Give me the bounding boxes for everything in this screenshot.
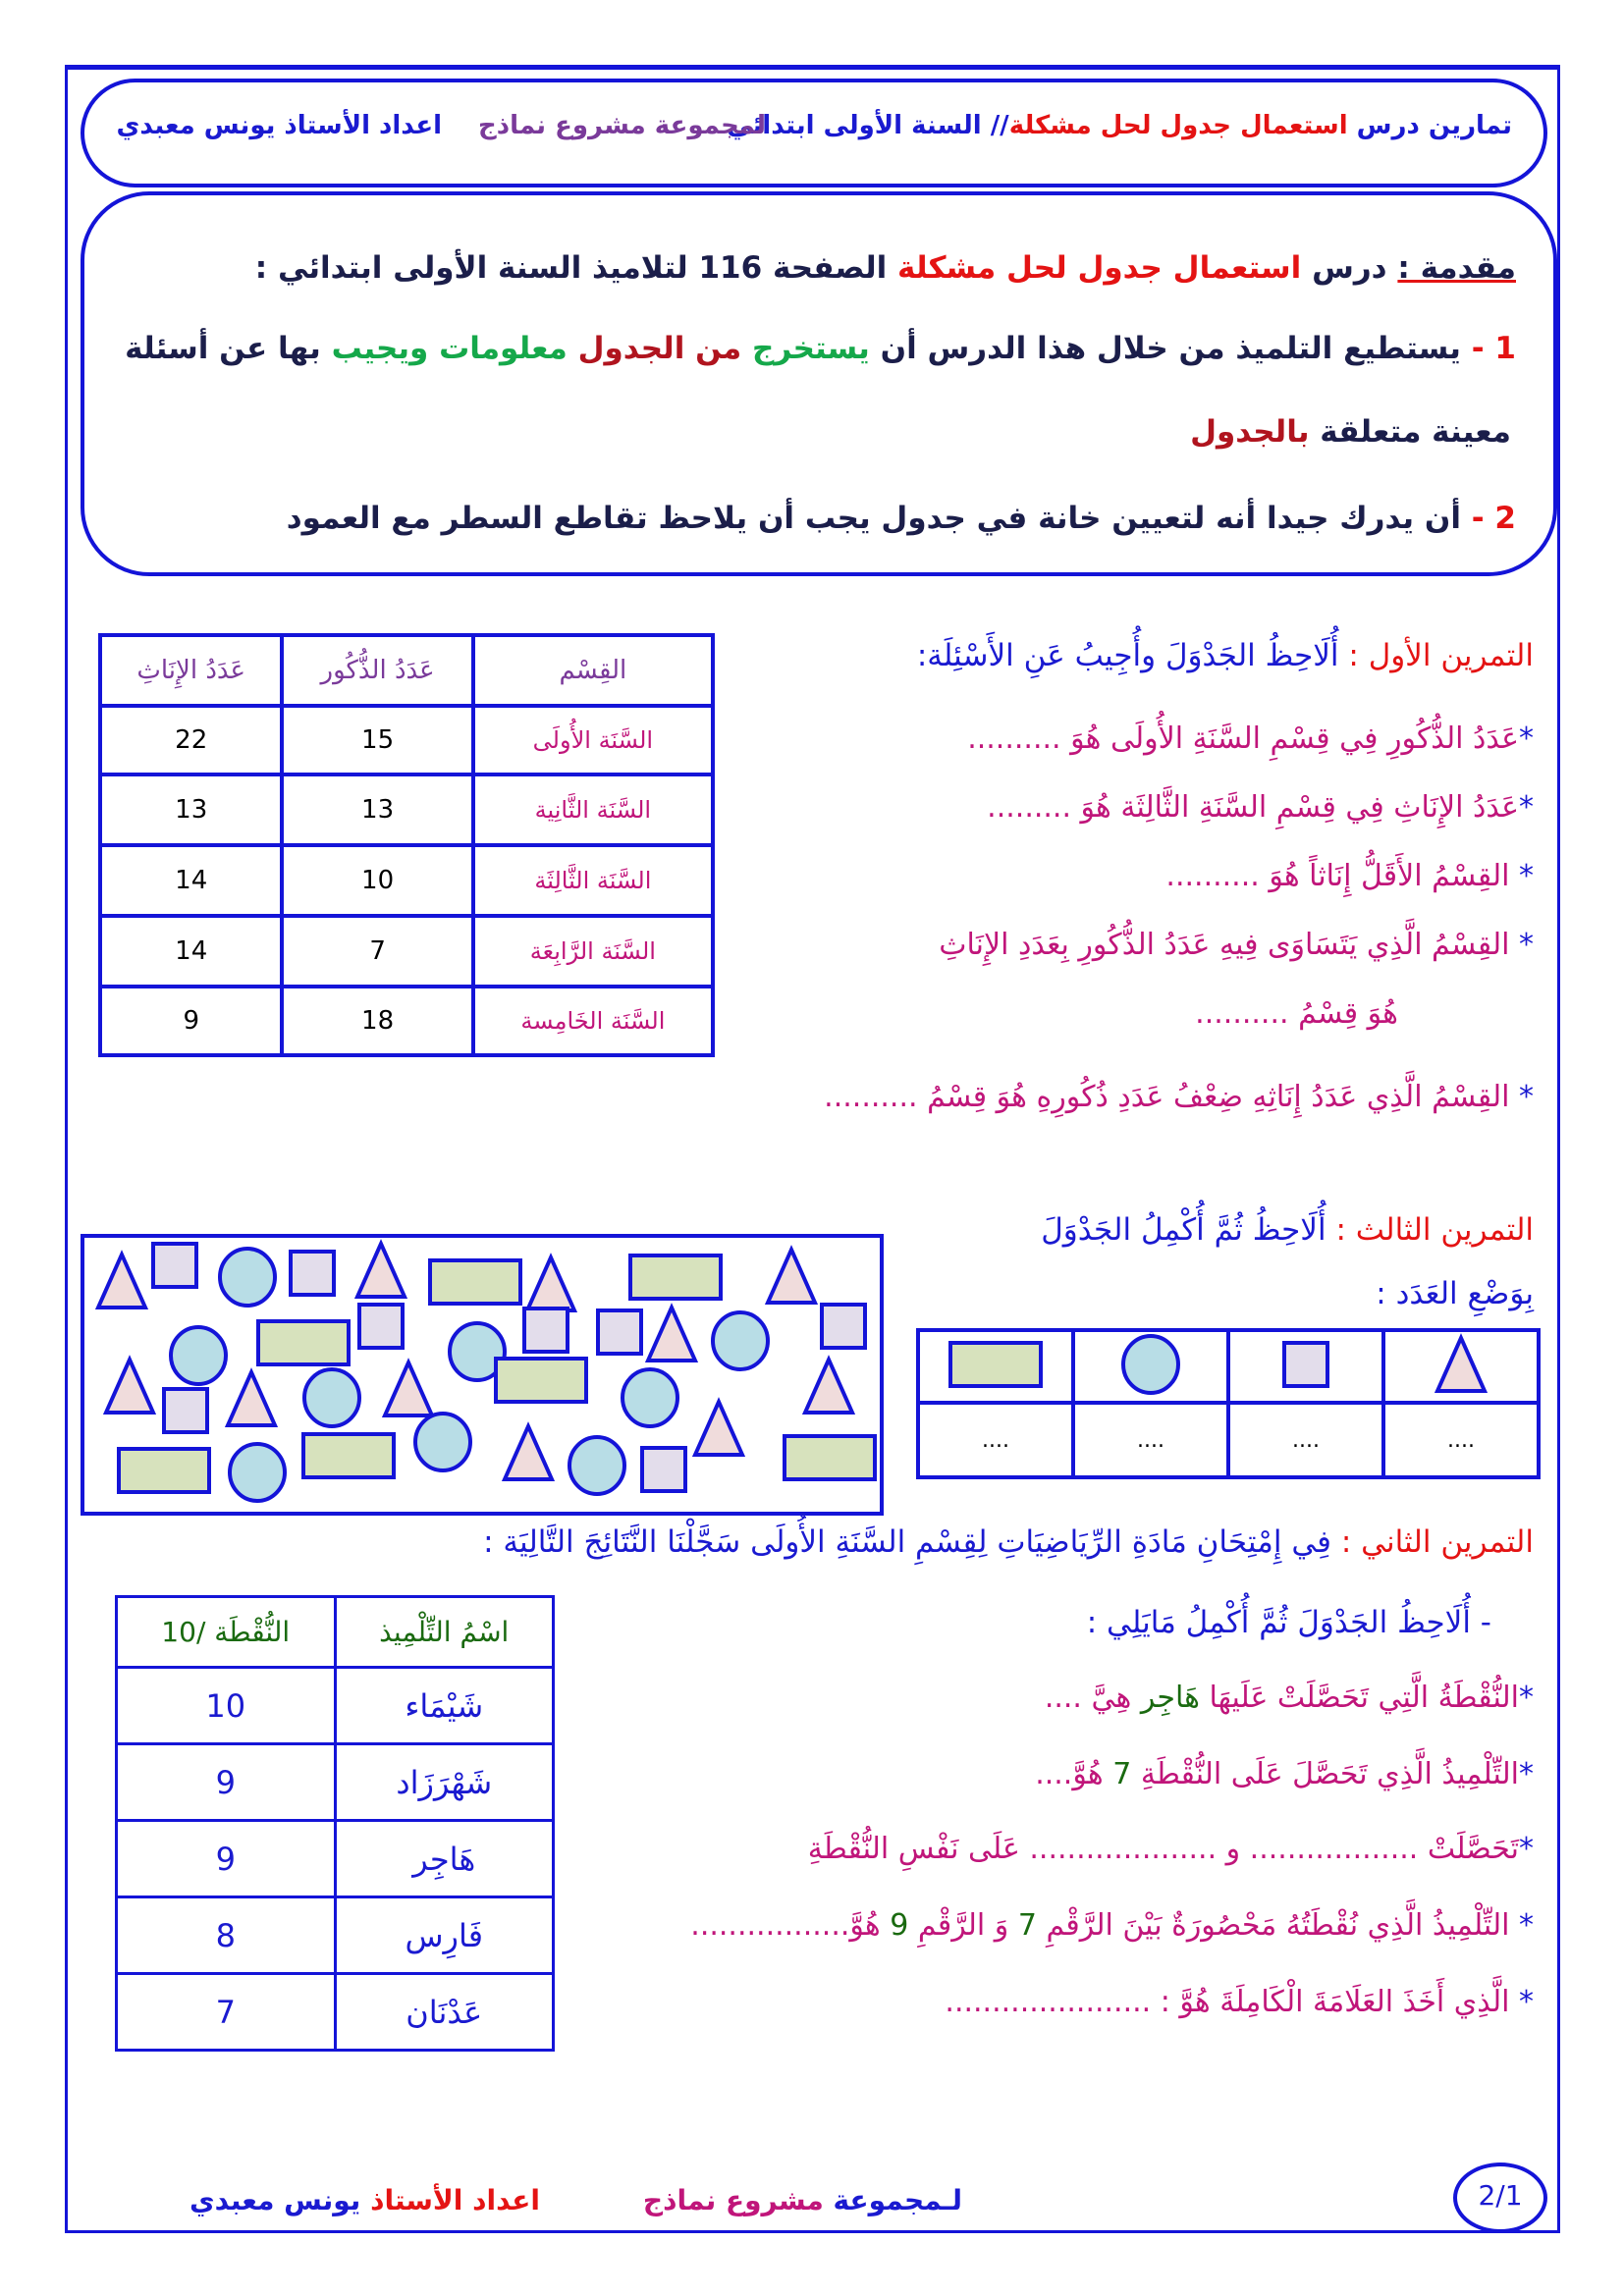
cell-boys: 10 [282,845,472,916]
rectangle-shape [303,1434,394,1477]
bullet-star: * [1519,859,1534,893]
exercise1-question-1 [746,721,1534,756]
bullet-star: * [1519,790,1534,825]
bullet-star: * [1519,1080,1534,1114]
count-input-triangle[interactable]: .... [1383,1403,1539,1477]
square-shape [822,1305,865,1348]
bullet-star: * [1519,1908,1534,1943]
footer-group [589,2184,962,2216]
shape-header-circle [1073,1330,1228,1403]
cell-name: عَدْنَان [335,1974,554,2051]
cell-boys: 13 [282,774,472,845]
triangle-shape [357,1244,405,1297]
cell-name: شَهْرَزَاد [335,1744,554,1821]
intro-label: مقدمة : [1397,250,1516,286]
footer-author-prefix: اعداد الأستاذ [370,2184,540,2216]
square-shape [642,1448,685,1491]
shape-header-square [1228,1330,1383,1403]
circle-shape [713,1312,768,1369]
exercise2-instruction: فِي إِمْتِحَانِ مَادَةِ الرِّيَاضِيَاتِ لِقِسْمِ السَّنَةِ الأُولَى سَجَّلْنَا النَّتَائِجَ التَّالِيَة : [483,1524,1331,1560]
question-highlight: 7 [1017,1908,1037,1943]
exercise1-question-5 [824,1080,1534,1114]
shape-header-triangle [1383,1330,1539,1403]
circle-shape [569,1437,624,1494]
question-text: تَحَصَّلَتْ .................. و .................... عَلَى نَفْسِ النُّقْطَةِ [807,1832,1519,1866]
question-text: القِسْمُ الأَقَلُّ إِنَاثاً هُوَ .......... [1165,859,1510,893]
cell-score: 10 [117,1668,336,1744]
bullet-star: * [1519,1757,1534,1791]
header-girls: عَدَدُ الإِنَاثِ [100,635,282,706]
rectangle-shape [630,1255,721,1299]
exercise2-question-1 [589,1681,1534,1715]
intro-highlight: معلومات ويجيب [331,331,568,366]
intro-number: 1 - [1471,331,1516,366]
table-row [117,1821,554,1897]
exercise1-question-3 [746,859,1534,893]
table-row [117,1744,554,1821]
triangle-shape [805,1360,852,1413]
table-row [117,1974,554,2051]
cell-girls: 14 [100,916,282,987]
exercise1-table [98,633,715,1057]
exercise1-instruction: أُلَاحِظُ الجَدْوَلَ وأُجِيبُ عَنِ الأَسْئِلَة: [916,638,1339,673]
square-shape [153,1244,196,1287]
header-author: اعداد الأستاذ يونس معبدي [116,111,442,140]
intro-text: درس [1312,250,1387,286]
table-header-row [117,1597,554,1668]
cell-score: 7 [117,1974,336,2051]
intro-number: 2 - [1471,501,1516,536]
question-text: وَ الرَّقْمِ [917,1908,1009,1943]
intro-highlight: بالجدول [1190,414,1310,450]
rectangle-shape [496,1359,586,1402]
intro-line-3 [1190,414,1511,450]
bullet-star: * [1519,1681,1534,1715]
bullet-star: * [1519,721,1534,756]
cell-girls: 14 [100,845,282,916]
question-text: النُّقْطَةُ الَّتِي تَحَصَّلَتْ عَلَيهَا [1209,1681,1519,1715]
table-row [100,916,713,987]
cell-boys: 7 [282,916,472,987]
exercise1-heading [746,638,1534,673]
square-shape [359,1305,403,1348]
question-text: هُوَّ.... [1035,1757,1104,1791]
table-row [100,706,713,774]
table-header-row [100,635,713,706]
header-title [727,111,1512,140]
header-title-part1: تمارين درس [1356,111,1512,140]
exercise2-sub-instruction: - أُلَاحِظُ الجَدْوَلَ ثُمَّ أُكْمِلُ مَايَلِي : [1086,1605,1491,1640]
cell-name: فَارِس [335,1897,554,1974]
table-row [100,774,713,845]
intro-highlight: يستخرج [752,331,870,366]
rectangle-shape [119,1449,209,1492]
footer-group-prefix: لـمجموعة [833,2184,962,2216]
intro-text: معينة متعلقة [1320,414,1511,450]
exercise3-instruction-2: بِوَضْعِ العَدَد : [1376,1276,1534,1311]
circle-shape [415,1414,470,1470]
intro-line-4 [287,501,1516,536]
intro-line-2 [125,331,1516,366]
shape-header-rectangle [918,1330,1073,1403]
circle-icon [1102,1332,1200,1397]
question-text: عَدَدُ الذُّكُورِ فِي قِسْمِ السَّنَةِ الأُولَى هُوَ .......... [967,721,1519,756]
table-row [117,1668,554,1744]
question-text: التِّلْمِيذُ الَّذِي تَحَصَّلَ عَلَى النُّقْطَةِ [1140,1757,1519,1791]
question-highlight: 9 [890,1908,909,1943]
cell-section: السَّنَة الثَّالِثَة [473,845,713,916]
exercise2-heading [108,1524,1534,1560]
triangle-shape [768,1250,815,1303]
question-highlight: هَاجِر [1140,1681,1200,1715]
intro-text: بها عن أسئلة [125,331,321,366]
exercise2-question-5 [589,1985,1534,2019]
header-title-part2: استعمال جدول لحل مشكلة [1008,111,1348,140]
triangle-shape [695,1402,742,1455]
exercise2-question-3 [589,1832,1534,1866]
triangle-shape [106,1360,153,1413]
table-row [100,987,713,1055]
page-number: 2/1 [1478,2179,1523,2212]
cell-boys: 18 [282,987,472,1055]
exercise3-label: التمرين الثالث : [1335,1212,1534,1248]
triangle-shape [648,1308,695,1361]
count-input-square[interactable]: .... [1228,1403,1383,1477]
question-text: هُوَّ................. [690,1908,881,1943]
table-row [117,1897,554,1974]
triangle-shape [505,1426,552,1479]
question-text: القِسْمُ الَّذِي يَتَسَاوَى فِيهِ عَدَدُ الذُّكُورِ بِعَدَدِ الإِنَاثِ [939,928,1510,962]
triangle-shape [527,1257,574,1310]
exercise1-question-4 [746,928,1534,962]
square-icon [1257,1332,1355,1397]
square-shape [598,1310,641,1354]
count-input-circle[interactable]: .... [1073,1403,1228,1477]
circle-shape [1123,1336,1178,1393]
rectangle-shape [950,1343,1041,1386]
cell-section: السَّنَة الأُولَى [473,706,713,774]
cell-section: السَّنَة الخَامِسة [473,987,713,1055]
bullet-star: * [1519,1832,1534,1866]
question-text: القِسْمُ الَّذِي عَدَدُ إِنَاثِهِ ضِعْفُ عَدَدِ ذُكُورِهِ هُوَ قِسْمُ .......... [824,1080,1510,1114]
exercise2-question-2 [589,1757,1534,1791]
exercise2-table [115,1595,555,2052]
footer-author-name: يونس معبدي [189,2184,361,2216]
header-name: اسْمُ التِّلْمِيذ [335,1597,554,1668]
square-shape [291,1252,334,1295]
cell-section: السَّنَة الرَّابِعَة [473,916,713,987]
cell-name: شَيْمَاء [335,1668,554,1744]
rectangle-shape [258,1321,349,1364]
triangle-shape [1437,1338,1485,1391]
header-section: القِسْم [473,635,713,706]
cell-girls: 22 [100,706,282,774]
rectangle-icon [947,1332,1045,1397]
exercise1-question-2 [746,790,1534,825]
cell-girls: 9 [100,987,282,1055]
cell-score: 9 [117,1744,336,1821]
cell-score: 9 [117,1821,336,1897]
exercise3-heading [903,1212,1534,1248]
footer-author [128,2184,540,2216]
circle-shape [171,1327,226,1384]
header-title-part3: // السنة الأولى ابتدائي [727,111,1009,140]
cell-girls: 13 [100,774,282,845]
count-row [918,1403,1539,1477]
exercise2-label: التمرين الثاني : [1340,1524,1534,1560]
shapes-box [81,1234,884,1516]
header-group: لمجموعة مشروع نماذج [478,111,766,140]
rectangle-shape [430,1260,520,1304]
intro-lesson-name: استعمال جدول لحل مشكلة [897,250,1302,286]
circle-shape [220,1249,275,1306]
bullet-star: * [1519,1985,1534,2019]
exercise1-label: التمرين الأول : [1348,638,1534,673]
square-shape [164,1389,207,1432]
header-score: النُّقْطَة /10 [117,1597,336,1668]
intro-highlight: من الجدول [577,331,742,366]
triangle-icon [1412,1332,1510,1397]
shape-count-table [916,1328,1541,1479]
question-text: الَّذِي أَخَذَ العَلَامَةَ الْكَامِلَةَ هُوَّ : ...................... [945,1985,1510,2019]
count-input-rectangle[interactable]: .... [918,1403,1073,1477]
circle-shape [304,1369,359,1426]
triangle-shape [98,1255,145,1308]
circle-shape [623,1369,677,1426]
question-text: التِّلْمِيذُ الَّذِي نُقْطَتُهُ مَحْصُورَةٌ بَيْنَ الرَّقْمِ [1046,1908,1510,1943]
footer-group-name: مشروع نماذج [642,2184,824,2216]
square-shape [524,1308,568,1352]
rectangle-shape [785,1436,875,1479]
triangle-shape [228,1372,275,1425]
header-boys: عَدَدُ الذُّكُور [282,635,472,706]
exercise2-question-4 [589,1908,1534,1943]
intro-text: الصفحة 116 لتلاميذ السنة الأولى ابتدائي : [254,250,888,286]
question-text: عَدَدُ الإِنَاثِ فِي قِسْمِ السَّنَةِ الثَّالِثَة هُوَ ......... [987,790,1519,825]
shape-row [918,1330,1539,1403]
circle-shape [230,1444,285,1501]
cell-name: هَاجِر [335,1821,554,1897]
intro-text: يستطيع التلميذ من خلال هذا الدرس أن [880,331,1461,366]
exercise3-instruction: أُلَاحِظُ ثُمَّ أُكْمِلُ الجَدْوَلَ [1041,1212,1326,1248]
exercise1-question-4-cont: هُوَ قِسْمُ .......... [1195,996,1398,1031]
question-highlight: 7 [1112,1757,1132,1791]
square-shape [1284,1343,1327,1386]
bullet-star: * [1519,928,1534,962]
cell-section: السَّنَة الثَّانِية [473,774,713,845]
shapes-illustration [84,1238,880,1512]
question-text: هِيَّ .... [1044,1681,1132,1715]
cell-boys: 15 [282,706,472,774]
intro-line-1 [255,250,1516,286]
table-row [100,845,713,916]
intro-text: أن يدرك جيدا أنه لتعيين خانة في جدول يجب أن يلاحظ تقاطع السطر مع العمود [286,501,1461,536]
triangle-shape [385,1362,432,1415]
cell-score: 8 [117,1897,336,1974]
